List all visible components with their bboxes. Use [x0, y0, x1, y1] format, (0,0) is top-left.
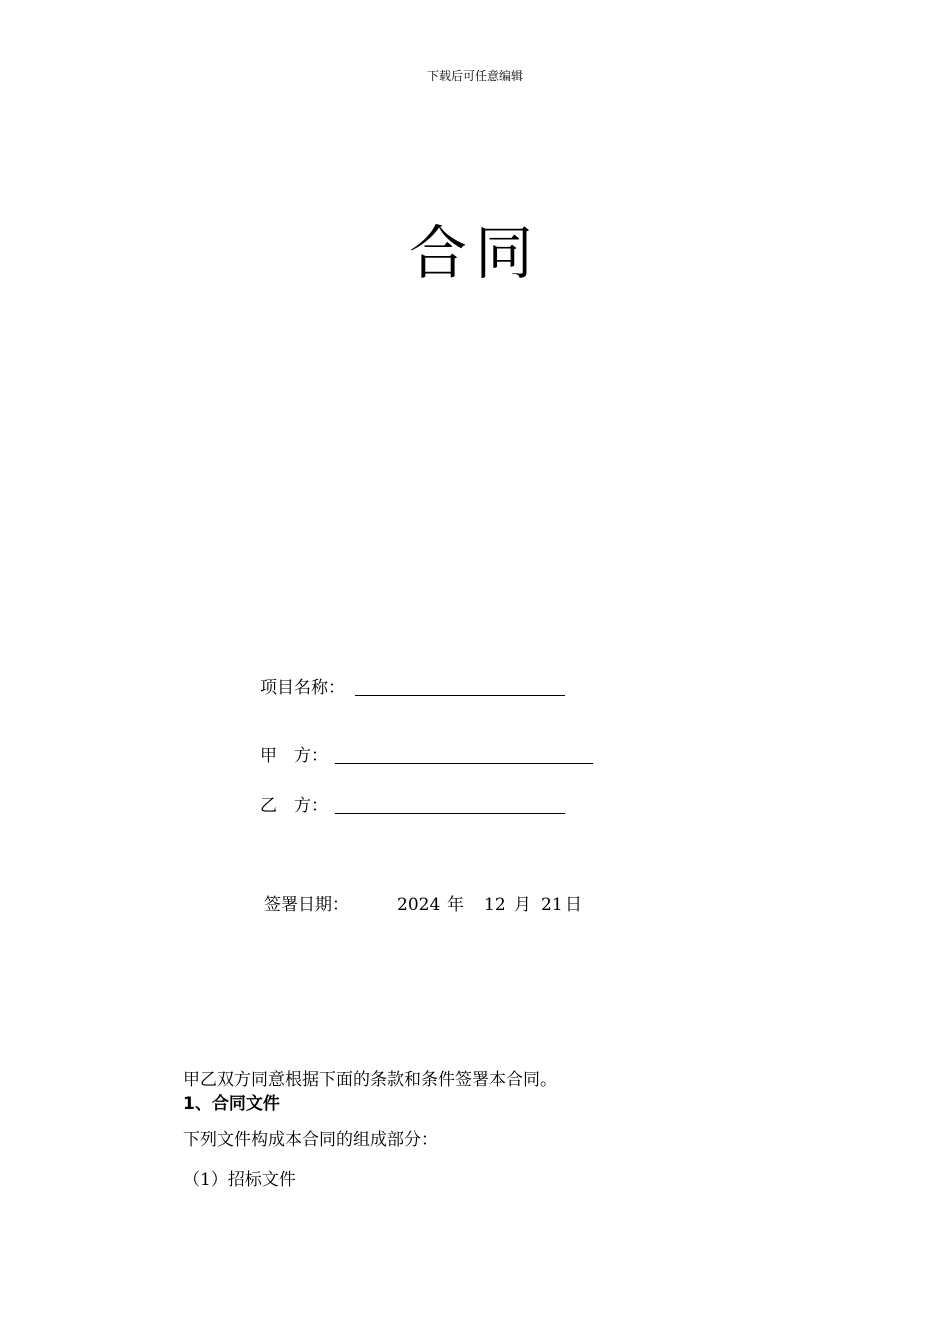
party-b-label: 乙 方：: [260, 796, 328, 816]
signing-month: 12: [484, 895, 506, 915]
list-item-1: （1）招标文件: [183, 1170, 296, 1190]
party-b-blank-line[interactable]: [335, 813, 565, 814]
party-a-label: 甲 方：: [260, 746, 328, 766]
signing-date-label: 签署日期：: [264, 895, 349, 915]
signing-month-unit: 月: [514, 895, 531, 915]
section-1-heading: 1、合同文件: [183, 1094, 280, 1114]
party-a-blank-line[interactable]: [335, 763, 593, 764]
document-title: 合同: [408, 219, 541, 287]
intro-paragraph: 甲乙双方同意根据下面的条款和条件签署本合同。: [183, 1070, 557, 1090]
header-note: 下载后可任意编辑: [426, 69, 523, 83]
signing-day-unit: 日: [565, 895, 582, 915]
signing-year: 2024: [397, 895, 441, 915]
section-1-paragraph: 下列文件构成本合同的组成部分：: [183, 1130, 438, 1150]
project-name-label: 项目名称：: [260, 678, 345, 698]
signing-day: 21: [541, 895, 563, 915]
signing-year-unit: 年: [447, 895, 464, 915]
project-name-blank-line[interactable]: [355, 695, 565, 696]
